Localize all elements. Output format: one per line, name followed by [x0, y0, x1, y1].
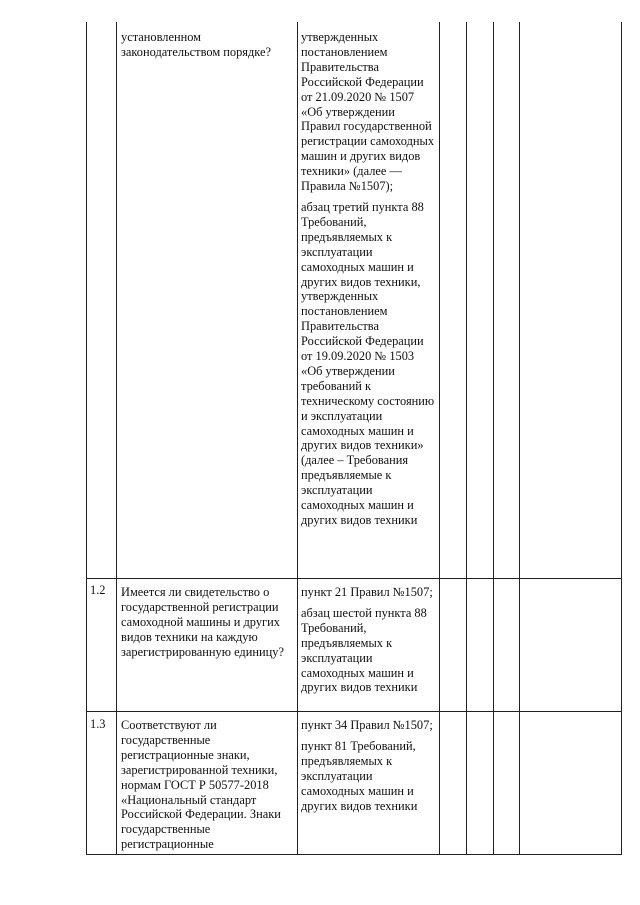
legal-reference-text: пункт 81 Требований, предъявляемых к эксплуатации самоходных машин и других видов техники — [301, 738, 418, 813]
question-text: установленном законодательством порядке? — [121, 30, 271, 59]
row-border — [86, 854, 622, 855]
column-border — [86, 22, 87, 854]
legal-reference-cell — [301, 585, 437, 695]
row-border — [86, 711, 622, 712]
column-border — [116, 22, 117, 854]
legal-reference-text: пункт 21 Правил №1507; — [301, 585, 433, 599]
row-border — [86, 578, 622, 579]
legal-reference-text: абзац шестой пункта 88 Требований, предъявляемых к эксплуатации самоходных машин и других видов техники — [301, 605, 427, 695]
column-border — [621, 22, 622, 854]
question-cell — [121, 30, 293, 60]
legal-reference-text: утвержденных постановлением Правительства Российской Федерации от 21.09.2020 № 1507 «Об утверждении Правил государственной регистрации самоходных машин и других видов техники» (далее — Правила №1507); — [301, 30, 435, 194]
column-border — [439, 22, 440, 854]
column-border — [297, 22, 298, 854]
column-border — [466, 22, 467, 854]
question-cell — [121, 585, 293, 660]
legal-reference-cell — [301, 30, 437, 528]
legal-reference-cell — [301, 718, 437, 813]
question-cell — [121, 718, 293, 852]
column-border — [519, 22, 520, 854]
row-number: 1.2 — [90, 583, 106, 597]
legal-reference-text: абзац третий пункта 88 Требований, предъявляемых к эксплуатации самоходных машин и других видов техники, утвержденных постановлением Правительства Российской Федерации от 19.09.2020 № 1503 «Об утверждении требований к техническому состоянию и эксплуатации самоходных машин и других видов техники» (далее – Требования предъявляемые к эксплуатации самоходных машин и других видов техники — [301, 199, 435, 527]
column-border — [493, 22, 494, 854]
question-text: Соответствуют ли государственные регистрационные знаки, зарегистрированной техники, нормам ГОСТ Р 50577-2018 «Национальный стандарт Российской Федерации. Знаки государственные регистрационные — [121, 718, 281, 852]
legal-reference-text: пункт 34 Правил №1507; — [301, 718, 433, 732]
row-number: 1.3 — [90, 717, 106, 731]
question-text: Имеется ли свидетельство о государственной регистрации самоходной машины и других видов техники на каждую зарегистрированную единицу? — [121, 585, 284, 659]
